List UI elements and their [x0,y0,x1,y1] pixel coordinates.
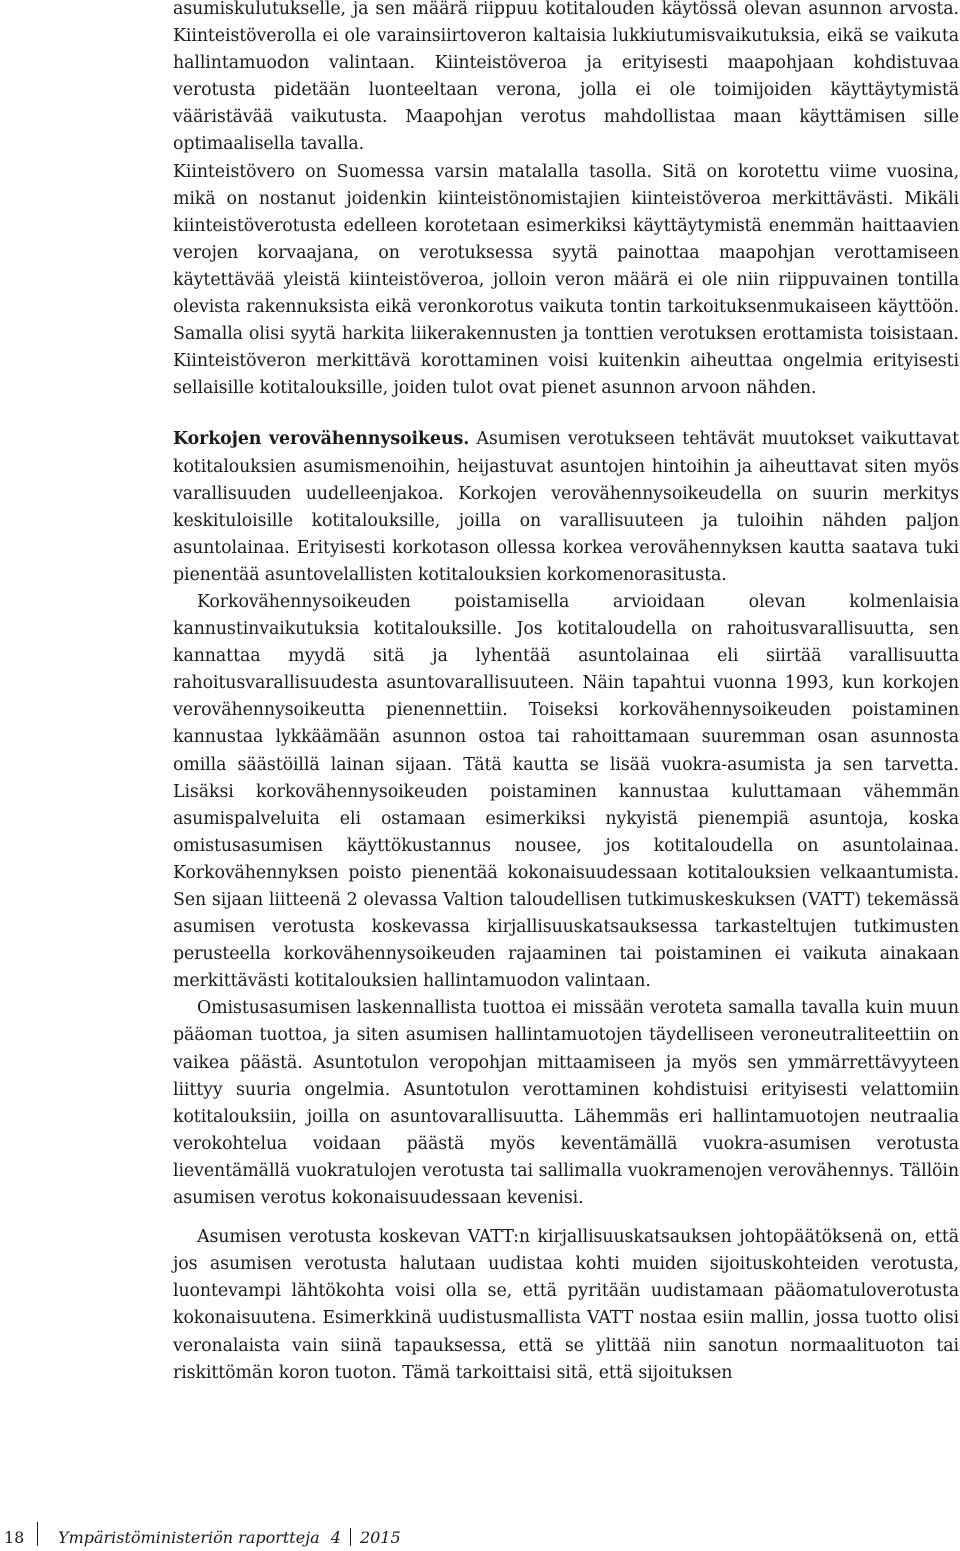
page-footer [0,1522,960,1546]
section-lead-heading: Korkojen verovähennysoikeus. [173,429,470,450]
paragraph-4: Korkovähennysoikeuden poistamisella arvioidaan olevan kolmenlaisia kannustinvaikutuksia kotitalouksille. Jos kotitaloudella on rahoitusvarallisuutta, sen kannattaa myydä sitä ja lyhentää asuntolainaa eli siirtää varallisuutta rahoitusvarallisuudesta asuntovarallisuuteen. Näin tapahtui vuonna 1993, kun korkojen verovähennysoikeutta pienennettiin. Toiseksi korkovähennysoikeuden poistaminen kannustaa lykkäämään asunnon ostoa tai rahoittamaan suuremman osan asunnosta omilla säästöillä lainan sijaan. Tätä kautta se lisää vuokra-asumista ja sen tarvetta. Lisäksi korkovähennysoikeuden poistaminen kannustaa kuluttamaan vähemmän asumispalveluita eli ostamaan esimerkiksi nykyistä pienempiä asuntoja, koska omistusasumisen käyttökustannus nousee, jos kotitaloudella on asuntolainaa. Korkovähennyksen poisto pienentää kokonaisuudessaan kotitalouksien velkaantumista. Sen sijaan liitteenä 2 olevassa Valtion taloudellisen tutkimuskeskuksen (VATT) tekemässä asumisen verotusta koskevassa kirjallisuuskatsauksessa tarkasteltujen tutkimusten perusteella korkovähennysoikeuden rajaaminen tai poistaminen ei vaikuta ainakaan merkittävästi kotitalouksien hallintamuodon valintaan. [173,591,959,992]
paragraph-3-body: Asumisen verotukseen tehtävät muutokset vaikuttavat kotitalouksien asumismenoihin, heijastuvat asuntojen hintoihin ja aiheuttavat siten myös varallisuuden uudelleenjakoa. Korkojen verovähennysoikeudella on suurin merkitys keskituloisille kotitalouksille, joilla on varallisuuteen ja tuloihin nähden paljon asuntolainaa. Erityisesti korkotason ollessa korkea verovähennyksen kautta saatava tuki pienentää asuntovelallisten kotitalouksien korkomenorasitusta. [173,429,960,585]
page-number: 18 [4,1528,25,1547]
series-title: Ympäristöministeriön raportteja [58,1528,320,1547]
series-issue: 4 [330,1528,341,1547]
paragraph-6: Asumisen verotusta koskevan VATT:n kirjallisuuskatsauksen johtopäätöksenä on, että jos asumisen verotusta halutaan uudistaa kohti muiden sijoituskohteiden verotusta, luontevampi lähtökohta voisi olla se, että pyritään uudistamaan pääomatuloverotusta kokonaisuutena. Esimerkkinä uudistusmallista VATT nostaa esiin mallin, jossa tuotto olisi veronalaista vain siinä tapauksessa, että se ylittää niin sanotun normaalituoton tai riskittömän koron tuoton. Tämä tarkoittaisi sitä, että sijoituksen [173,1227,959,1383]
paragraph-5: Omistusasumisen laskennallista tuottoa ei missään veroteta samalla tavalla kuin muun pääoman tuottoa, ja siten asumisen hallintamuotojen täydelliseen veroneutraliteettiin on vaikea päästä. Asuntotulon veropohjan mittaamiseen ja myös sen ymmärrettävyyteen liittyy suuria ongelmia. Asuntotulon verottaminen kohdistuisi erityisesti velattomiin kotitalouksiin, joilla on asuntovarallisuutta. Lähemmäs eri hallintamuotojen neutraalia verokohtelua voidaan päästä myös keventämällä vuokra-asumisen verotusta lieventämällä vuokratulojen verotusta tai sallimalla vuokramenojen verovähennys. Tällöin asumisen verotus kokonaisuudessaan kevenisi. [173,998,959,1209]
paragraph-3 [173,426,959,589]
footer-divider [37,1522,38,1546]
paragraph-2: Kiinteistövero on Suomessa varsin matalalla tasolla. Sitä on korotettu viime vuosina, mikä on nostanut joidenkin kiinteistönomistajien kiinteistöveroa merkittävästi. Mikäli kiinteistöverotusta edelleen korotetaan esimerkiksi käyttäytymistä enemmän haittaavien verojen korvaajana, on verotuksessa syytä painottaa maapohjan verottamiseen käytettävää yleistä kiinteistöveroa, jolloin veron määrä ei ole niin riippuvainen tontilla olevista rakennuksista eikä veronkorotus vaikuta tontin tarkoituksenmukaiseen käyttöön. Samalla olisi syytä harkita liikerakennusten ja tonttien verotuksen erottamista toisistaan. Kiinteistöveron merkittävä korottaminen voisi kuitenkin aiheuttaa ongelmia erityisesti sellaisille kotitalouksille, joiden tulot ovat pienet asunnon arvoon nähden. [173,161,959,399]
footer-series [58,1528,401,1547]
page-body [173,0,959,1387]
paragraph-1: asumiskulutukselle, ja sen määrä riippuu kotitalouden käytössä olevan asunnon arvosta. Kiinteistöverolla ei ole varainsiirtoveron kaltaisia lukkiutumisvaikutuksia, eikä se vaikuta hallintamuodon valintaan. Kiinteistöveroa ja erityisesti maapohjaan kohdistuvaa verotusta pidetään luonteeltaan verona, jolla ei ole toimijoiden käyttäytymistä vääristävää vaikutusta. Maapohjan verotus mahdollistaa maan käyttämisen sille optimaalisella tavalla. [173,0,959,155]
series-year: 2015 [359,1528,401,1547]
footer-separator [350,1528,351,1546]
